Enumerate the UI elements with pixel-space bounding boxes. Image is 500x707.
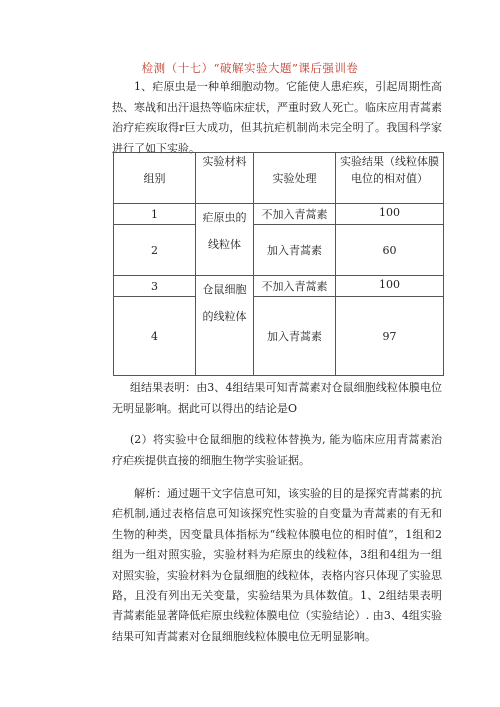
header-material: 实验材料 [196, 153, 254, 204]
row-group: 4 [114, 297, 196, 376]
row-group: 1 [114, 204, 196, 225]
header-treatment: 实验处理 [254, 153, 336, 204]
row-group: 2 [114, 225, 196, 276]
material-mouse: 仓鼠细胞的线粒体 [196, 276, 254, 376]
row-result: 100 [336, 276, 444, 297]
page-title: 检测（十七）“破解实验大题”课后强训卷 [141, 61, 359, 75]
row-result: 60 [336, 225, 444, 276]
material-plasmodium: 疟原虫的线粒体 [196, 204, 254, 276]
row-group: 3 [114, 276, 196, 297]
row-treatment: 不加入青蒿素 [254, 204, 336, 225]
table-header-row [114, 153, 444, 204]
header-group: 组别 [114, 153, 196, 204]
question-2: (2）将实验中仓鼠细胞的线粒体替换为, 能为临床应用青蒿素治疗疟疾提供直接的细胞生物学实验证据。 [112, 433, 442, 467]
row-treatment: 不加入青蒿素 [254, 276, 336, 297]
row-treatment: 加入青蒿素 [254, 297, 336, 376]
table-row [114, 297, 444, 376]
question-1: 组结果表明：由3、4组结果可知青蒿素对仓鼠细胞线粒体膜电位无明显影响。据此可以得出的结论是O [112, 381, 442, 415]
experiment-table [113, 152, 444, 376]
table-row [114, 276, 444, 297]
row-treatment: 加入青蒿素 [254, 225, 336, 276]
analysis-paragraph: 解析：通过题干文字信息可知，该实验的目的是探究青蒿素的抗疟机制,通过表格信息可知该探究性实验的自变量为青蒿素的有无和生物的种类，因变量具体指标为“线粒体膜电位的相时值”，1组和2组为一组对照实验，实验材料为疟原虫的线粒体，3组和4组为一组对照实验，实验材料为仓鼠细胞的线粒体，表格内容只体现了实验思路，且没有列出无关变量，实验结果为具体数值。1、2组结果表明青蒿素能显著降低疟原虫线粒体膜电位（实验结论）. 由3、4组实验结果可知青蒿素对仓鼠细胞线粒体膜电位无明显影响。 [112, 487, 442, 643]
intro-paragraph: 1、疟原虫是一种单细胞动物。它能使人患疟疾，引起周期性高热、寒战和出汗退热等临床症状，严重时致人死亡。临床应用青蒿素治疗疟疾取得r巨大成功，但其抗疟机制尚未完全明了。我国科学家进行了如下实验。 [112, 80, 442, 155]
row-result: 100 [336, 204, 444, 225]
table-row [114, 225, 444, 276]
row-result: 97 [336, 297, 444, 376]
table-row [114, 204, 444, 225]
header-result: 实验结果（线粒体膜电位的相对值） [336, 153, 444, 204]
